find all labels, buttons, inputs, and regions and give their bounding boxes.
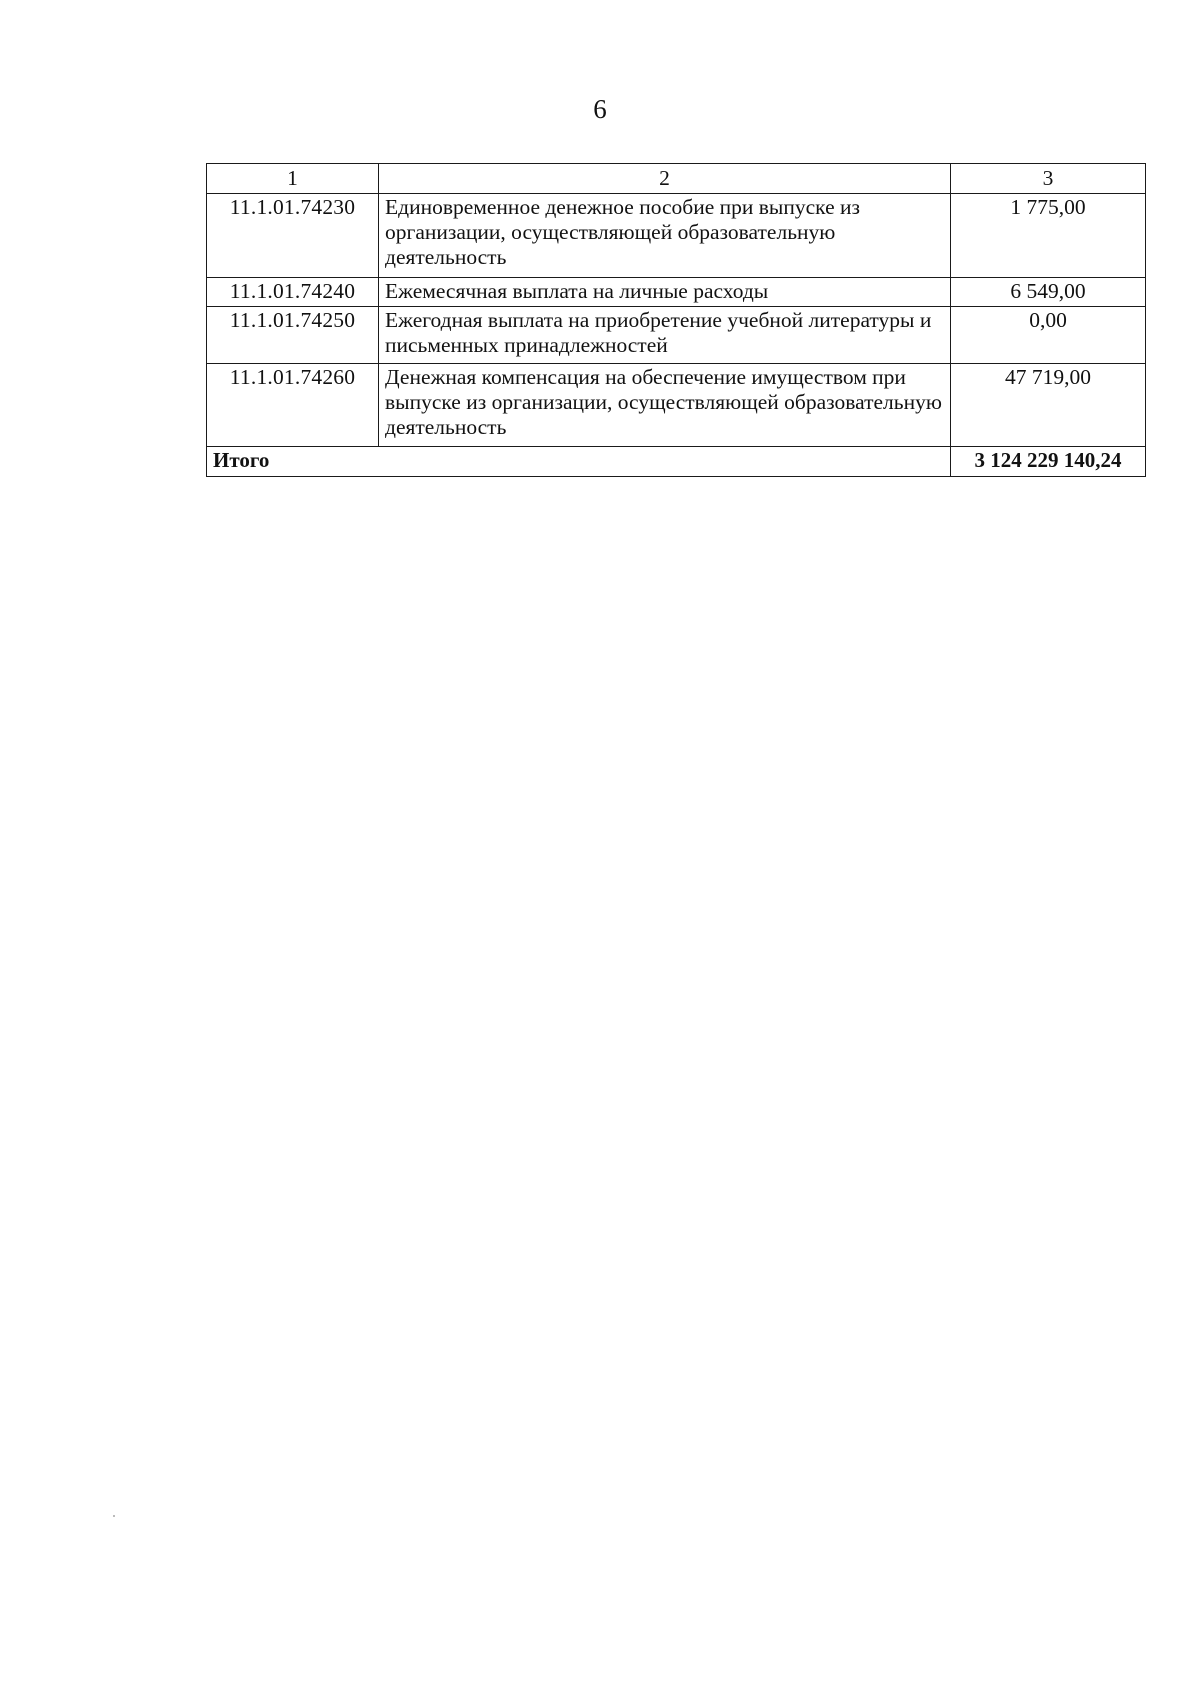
column-header-3: 3 <box>951 164 1146 194</box>
budget-code-cell: 11.1.01.74250 <box>207 307 379 364</box>
amount-cell: 6 549,00 <box>951 278 1146 307</box>
total-row <box>207 447 1146 477</box>
budget-code-cell: 11.1.01.74230 <box>207 194 379 278</box>
amount-cell: 1 775,00 <box>951 194 1146 278</box>
page-number: 6 <box>593 94 607 124</box>
scan-speck <box>113 1515 115 1517</box>
amount-cell: 47 719,00 <box>951 364 1146 447</box>
description-cell: Ежемесячная выплата на личные расходы <box>379 278 951 307</box>
description-cell: Денежная компенсация на обеспечение имуществом при выпуске из организации, осуществляющей образовательную деятельность <box>379 364 951 447</box>
budget-code-cell: 11.1.01.74240 <box>207 278 379 307</box>
table-row <box>207 364 1146 447</box>
budget-code-cell: 11.1.01.74260 <box>207 364 379 447</box>
budget-table <box>206 163 1146 477</box>
description-cell: Ежегодная выплата на приобретение учебной литературы и письменных принадлежностей <box>379 307 951 364</box>
total-label: Итого <box>207 447 951 477</box>
column-header-2: 2 <box>379 164 951 194</box>
total-value: 3 124 229 140,24 <box>951 447 1146 477</box>
table-header-row <box>207 164 1146 194</box>
table-row <box>207 194 1146 278</box>
table-row <box>207 278 1146 307</box>
column-header-1: 1 <box>207 164 379 194</box>
amount-cell: 0,00 <box>951 307 1146 364</box>
description-cell: Единовременное денежное пособие при выпуске из организации, осуществляющей образовательную деятельность <box>379 194 951 278</box>
table-row <box>207 307 1146 364</box>
